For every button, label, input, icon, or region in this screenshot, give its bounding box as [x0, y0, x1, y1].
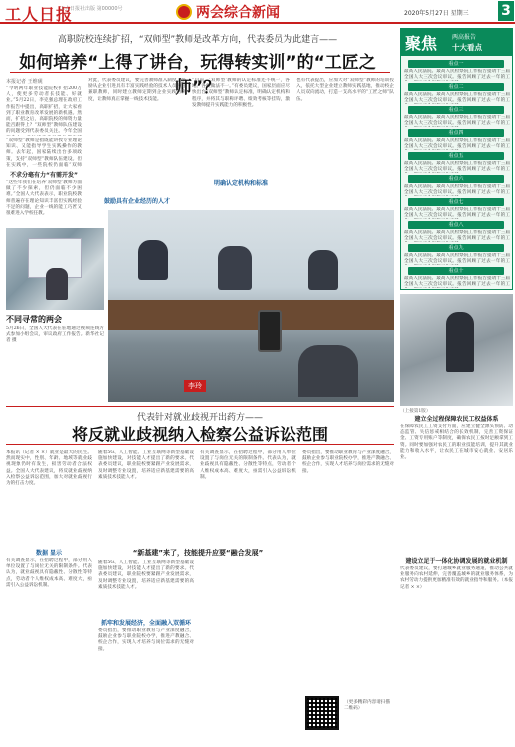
sidebar-subtitle: 两高报告 [452, 34, 477, 41]
newspaper-logo: 工人日报 [5, 5, 74, 24]
sidebar-item-text: 最高人民法院、最高人民检察院工作报告提请十三届全国人大三次会议审议。报告回顾了过去一年的工 [404, 253, 510, 265]
right-caption: （上接第1版） [400, 409, 431, 414]
story1-paragraph: “今明两年职业技能院校扩招200万人，使更多劳动者长技能、好就业。”5月22日，李克强总理在政府工作报告中提出，高职扩招，让大家看到了职业教育改革发展的新机遇。然而，扩招之后，高职院校的师资力量能否跟得上？“双师型”教师队伍建设的问题受到代表委员关注。今年全国 [6, 86, 82, 135]
sidebar-category: 看点七 [408, 198, 504, 206]
story1-paragraph: 也有代表提出，应加大对“双师型”教师的培训投入，依托大型企业建立教师实践基地，推动校企人员双向流动，打造一支高水平的“工匠之师”队伍。 [296, 78, 394, 102]
story1-subhead: 不求分毫有力“有需开发” [10, 172, 78, 179]
story1-subhead: 明确认定机构和标准 [213, 180, 268, 187]
photo-caption: 5月26日，全国人大代表在驻地通过视频连线方式参加小组会议，审议政府工作报告。新华社记者 摄 [6, 326, 104, 344]
sidebar-category: 看点三 [408, 106, 504, 114]
emblem-icon [176, 4, 192, 20]
sidebar-category: 看点八 [408, 221, 504, 229]
story1-paragraph: “这些年我们在培养‘双师型’教师方面做了不少探索，但仍面临不少困难。”全国人大代表表示，职业院校教师普遍存在理论知识丰富但实践经验不足的问题，企业一线的能工巧匠又很难进入学校任教。 [6, 180, 82, 217]
story2-subhead: “新基建”来了，技能提升应要“融合发展” [132, 549, 264, 557]
sidebar-subtitle-2: 十大看点 [452, 43, 482, 52]
story2-kicker: 代表针对就业歧视开出药方—— [136, 413, 263, 423]
sidebar-item-text: 最高人民法院、最高人民检察院工作报告提请十三届全国人大三次会议审议。报告回顾了过去一年的工 [404, 115, 510, 127]
right-paragraph: 代表委员建议，要打通城乡就业服务通道，推动公共就业服务向农村延伸，完善覆盖城乡的就业服务体系，为农村劳动力提供更加精准有效的就业指导和服务。（本报记者 × ×） [400, 566, 513, 590]
sidebar-category: 看点九 [408, 244, 504, 252]
divider [10, 72, 390, 73]
story2-headline: 将反就业歧视纳入检察公益诉讼范围 [71, 425, 328, 444]
sidebar-item-text: 最高人民法院、最高人民检察院工作报告提请十三届全国人大三次会议审议。报告回顾了过去一年的工 [404, 276, 510, 288]
story1-paragraph: “目前，‘双师型’教师的认定标准还不统一，各地、各校做法不一。”有委员建议，国家层面应尽快出台“双师型”教师认定标准，明确认定机构和程序，并将其与职称评聘、绩效考核等挂钩，激发教师提升实践能力的积极性。 [192, 78, 290, 108]
section-title: 两会综合新闻 [196, 5, 280, 21]
qr-label: （更多精彩内容请扫描二维码） [344, 700, 390, 711]
right-paragraph: 在保障农民工工资支付方面，应建立健全源头预防、动态监管、失信惩戒相结合的长效机制，完善工资保证金、工资专用账户等制度，确保农民工按时足额拿到工资。同时要加强对农民工的职业技能培训，提升其就业能力和收入水平，让农民工在城市安心就业、安居乐业。 [400, 424, 513, 461]
right-title: 建立全过程保障农民工权益体系 [414, 416, 499, 423]
sidebar-category: 看点五 [408, 152, 504, 160]
sidebar-item-text: 最高人民法院、最高人民检察院工作报告提请十三届全国人大三次会议审议。报告回顾了过去一年的工 [404, 69, 510, 81]
sidebar-item-text: 最高人民法院、最高人民检察院工作报告提请十三届全国人大三次会议审议。报告回顾了过去一年的工 [404, 92, 510, 104]
sidebar-item-text: 最高人民法院、最高人民检察院工作报告提请十三届全国人大三次会议审议。报告回顾了过去一年的工 [404, 184, 510, 196]
sidebar-item-text: 最高人民法院、最高人民检察院工作报告提请十三届全国人大三次会议审议。报告回顾了过去一年的工 [404, 138, 510, 150]
sidebar-category: 看点六 [408, 175, 504, 183]
issue-date: 2020年5月27日 星期三 [404, 10, 469, 17]
qr-code-icon[interactable] [305, 696, 339, 730]
sidebar-item-text: 最高人民法院、最高人民检察院工作报告提请十三届全国人大三次会议审议。报告回顾了过去一年的工 [404, 161, 510, 173]
story2-paragraph: 随着5G、人工智能、工业互联网等新型基础设施加快建设，对技能人才提出了新的要求。代表委员建议，职业院校要紧跟产业发展需求，及时调整专业设置，培养适应新基建需要的高素质技术技能人才。 [98, 560, 194, 590]
photo-sign: 李玲 [184, 380, 206, 392]
story2-subhead: 数据 显示 [35, 550, 63, 557]
story2-subhead: 抓牢和发展经济，全面融入双循环 [100, 620, 191, 627]
story2-paragraph: 委员指出，要推动职业教育与产业深度融合，鼓励企业参与职业院校办学，推进产教融合、校企合作，实现人才培养与岗位需求的无缝对接。 [98, 628, 194, 652]
story1-paragraph: “双师型”教师是指既能讲授专业理论知识、又能指导学生实践操作的教师。去年起，国家陆续出台多项政策，支持“双师型”教师队伍建设。但在实践中，一些院校仍面临“双师 [6, 138, 82, 168]
sidebar-title: 聚焦 [405, 34, 438, 53]
logo-subtitle: 工人日报社出版 第00000号 [60, 6, 123, 12]
news-photo-meeting [108, 210, 394, 402]
sidebar-item-text: 最高人民法院、最高人民检察院工作报告提请十三届全国人大三次会议审议。报告回顾了过去一年的工 [404, 207, 510, 219]
divider [6, 444, 394, 445]
right-title: 建设立足于一体化协调发展的就业机制 [405, 558, 508, 565]
news-photo-teacher [6, 228, 104, 310]
story2-paragraph: 本报讯（记者 × ×）就业是最大的民生。然而现实中，性别、年龄、地域等就业歧视现象仍时有发生，损害劳动者合法权益。全国人大代表建议，将反就业歧视纳入检察公益诉讼范围，加大对就业歧视行为的打击力度。 [6, 450, 92, 487]
divider [6, 406, 394, 407]
story2-paragraph: 随着5G、人工智能、工业互联网等新型基础设施加快建设，对技能人才提出了新的要求。代表委员建议，职业院校要紧跟产业发展需求，及时调整专业设置，培养适应新基建需要的高素质技术技能人才。 [98, 450, 194, 480]
story1-subhead: 鼓励具有企业经历的人才 [103, 198, 170, 205]
story1-paragraph: 对此，代表委员建议，要完善教师准入制度，鼓励从企业引进具有丰富实践经验的技术人员担任兼职教师，同时建立教师定期到企业实践的制度，让教师真正掌握一线技术技能。 [88, 78, 186, 102]
story1-kicker: 高职院校连续扩招，“双师型”教师是改革方向，代表委员为此建言—— [57, 35, 338, 45]
story1-headline: 如何培养“上得了讲台，玩得转实训”的“工匠之师”？ [19, 53, 376, 98]
sidebar-category: 看点一 [408, 60, 504, 68]
sidebar-category: 看点二 [408, 83, 504, 91]
story2-paragraph: 有关调查显示，在招聘过程中，部分用人单位设置了与岗位无关的限制条件。代表认为，就业歧视具有隐蔽性、分散性等特点，劳动者个人维权成本高、难度大，亟需引入公益诉讼机制。 [200, 450, 296, 480]
news-photo-worker [400, 294, 513, 406]
sidebar-category: 看点十 [408, 267, 504, 275]
sidebar-item-text: 最高人民法院、最高人民检察院工作报告提请十三届全国人大三次会议审议。报告回顾了过去一年的工 [404, 230, 510, 242]
sidebar-category: 看点四 [408, 129, 504, 137]
photo-caption-title: 不同寻常的两会 [6, 315, 62, 324]
story2-paragraph: 委员指出，要推动职业教育与产业深度融合，鼓励企业参与职业院校办学，推进产教融合、校企合作，实现人才培养与岗位需求的无缝对接。 [302, 450, 394, 474]
story2-paragraph: 有关调查显示，在招聘过程中，部分用人单位设置了与岗位无关的限制条件。代表认为，就业歧视具有隐蔽性、分散性等特点，劳动者个人维权成本高、难度大，亟需引入公益诉讼机制。 [6, 558, 92, 588]
story1-byline: 本报记者 王维砚 [6, 79, 43, 85]
page-number: 3 [498, 1, 514, 21]
